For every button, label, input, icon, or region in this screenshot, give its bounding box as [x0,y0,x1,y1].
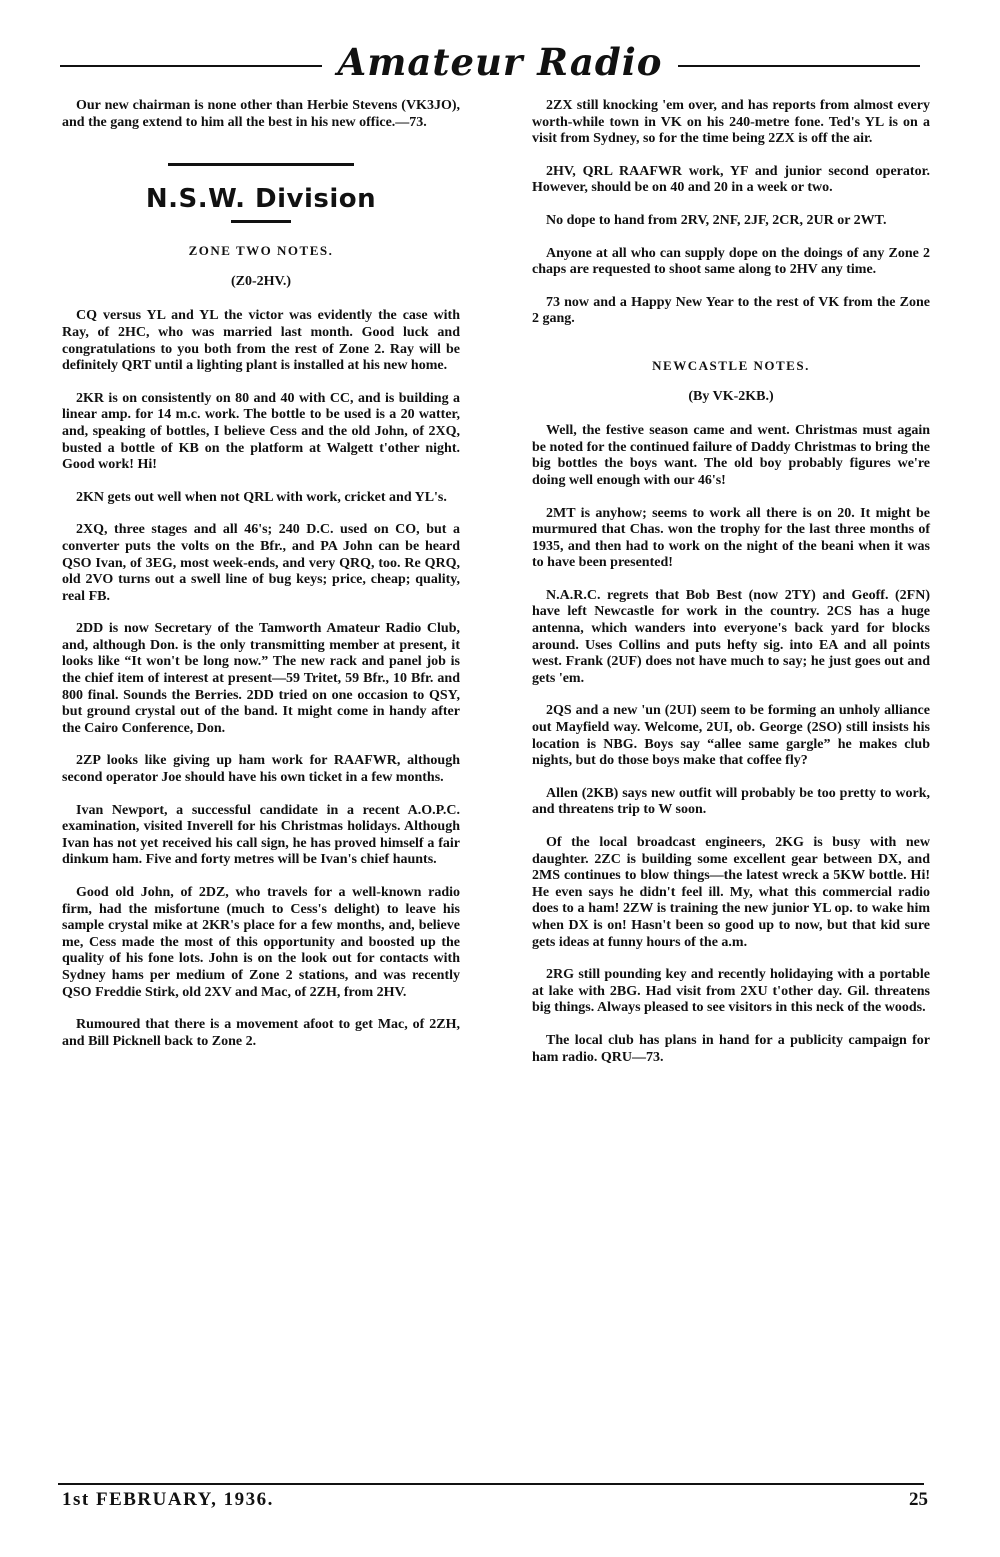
left-column [62,98,460,1050]
article-paragraph: 2MT is anyhow; seems to work all there is on 20. It might be murmured that Chas. won the trophy for the last three months of 1935, and then had to work on the night of the beani when it was to have been presented! [532,505,930,571]
article-paragraph: 2HV, QRL RAAFWR work, YF and junior second operator. However, should be on 40 and 20 in a week or two. [532,163,930,196]
article-paragraph: 2KN gets out well when not QRL with work, cricket and YL's. [76,489,447,505]
masthead-rule-right [670,65,920,67]
newcastle-heading: NEWCASTLE NOTES. [652,357,810,373]
page-number: 25 [909,1489,928,1510]
article-paragraph: 2ZX still knocking 'em over, and has reports from almost every worth-while town in VK on his 240-metre fone. Ted's YL is on a visit from Sydney, so for the time being 2ZX is off the air. [532,98,930,147]
publication-title: Amateur Radio [322,40,678,84]
masthead [60,38,920,88]
article-paragraph: Rumoured that there is a movement afoot to get Mac, of 2ZH, and Bill Picknell back to Zone 2. [62,1017,460,1049]
article-paragraph: 2XQ, three stages and all 46's; 240 D.C. used on CO, but a converter puts the volts on the Bfr., and PA John can be heard QSO Ivan, of 3EG, most week-ends, and very QRQ, too. Re QRQ, old 2VO turns out a swell line of bug keys; price, cheap; quality, real FB. [62,522,460,604]
zone-two-byline: (Z0-2HV.) [230,273,292,289]
article-paragraph: 73 now and a Happy New Year to the rest of VK from the Zone 2 gang. [532,294,930,327]
article-paragraph: N.A.R.C. regrets that Bob Best (now 2TY) and Geoff. (2FN) have left Newcastle for work in the country. 2CS has a huge antenna, which wanders into everyone's back yard for blocks around. Uses Collins and puts hefty sig. into EA and all points west. Frank (2UF) does not have much to say; he just goes out and gets 'em. [532,587,930,686]
article-paragraph: Of the local broadcast engineers, 2KG is busy with new daughter. 2ZC is building some excellent gear between DX, and 2MS continues to blow things—the latest wreck a 5KW bottle. Hi! He even says he didn't feel ill. My, what this commercial radio does to a ham! 2ZW is training the new junior YL op. to wake him when DX is on! Hasn't been so good up to now, but that kid sure gets ideas at funny hours of the a.m. [532,835,930,950]
article-paragraph: Anyone at all who can supply dope on the doings of any Zone 2 chaps are requested to shoot same along to 2HV any time. [532,245,930,278]
issue-date: 1st FEBRUARY, 1936. [62,1489,274,1510]
zone-two-heading: ZONE TWO NOTES. [188,243,334,259]
article-paragraph: CQ versus YL and YL the victor was evidently the case with Ray, of 2HC, who was married last month. Good luck and congratulations to you both from the rest of Zone 2. Ray will be definitely QRT until a lighting plant is installed at his new home. [62,308,460,374]
division-title: N.S.W. Division [145,184,377,215]
article-paragraph: 2DD is now Secretary of the Tamworth Amateur Radio Club, and, although Don. is the only transmitting member at present, it looks like “It won't be long now.” The new rack and panel job is the chief item of interest at present—59 Tritet, 59 Bfr., 10 Bfr. and 800 final. Sounds the Berries. 2DD tried on one occasion to QSY, but ground crystal out of the band. It might come in handy after the Cairo Conference, Don. [62,621,460,736]
article-paragraph: Ivan Newport, a successful candidate in a recent A.O.P.C. examination, visited Inverell for his Christmas holidays. Although Ivan has not yet received his call sign, he has proved himself a fair dinkum ham. Five and forty metres will be Ivan's chief haunts. [62,802,460,868]
article-paragraph: The local club has plans in hand for a publicity campaign for ham radio. QRU—73. [532,1032,930,1065]
article-paragraph: 2ZP looks like giving up ham work for RAAFWR, although second operator Joe should have his own ticket in a few months. [62,753,460,786]
newcastle-byline: (By VK-2KB.) [688,388,774,404]
title-underline [231,220,291,223]
article-paragraph: Allen (2KB) says new outfit will probably be too pretty to work, and threatens trip to W soon. [532,785,930,818]
footer-rule [58,1483,924,1485]
article-paragraph: Well, the festive season came and went. Christmas must again be noted for the continued failure of Daddy Christmas to bring the big bottles the boys want. The old boy probably figures we're doing well enough with our 46's! [532,423,930,488]
section-gap [532,328,930,358]
article-paragraph: No dope to hand from 2RV, 2NF, 2JF, 2CR, 2UR or 2WT. [546,212,887,228]
intro-paragraph: Our new chairman is none other than Herbie Stevens (VK3JO), and the gang extend to him all the best in his new office.—73. [62,98,460,130]
masthead-rule-left [60,65,328,67]
right-column [532,98,930,1066]
article-paragraph: Good old John, of 2DZ, who travels for a well-known radio firm, had the misfortune (much to Cess's delight) to leave his sample crystal mike at 2KR's place for a few months, and, believe me, Cess made the most of this opportunity and boosted up the quality of his fone lots. John is on the look out for contacts with Sydney hams per medium of Zone 2 stations, and was recently QSO Freddie Stirk, old 2XV and Mac, of 2ZH, from 2HV. [62,885,460,1000]
section-divider [168,163,354,166]
article-paragraph: 2RG still pounding key and recently holidaying with a portable at lake with 2BG. Had visit from 2XU t'other day. Gil. threatens big things. Always pleased to see visitors in this neck of the woods. [532,967,930,1016]
article-paragraph: 2QS and a new 'un (2UI) seem to be forming an unholy alliance out Mayfield way. Welcome, 2UI, ob. George (2SO) still insists his location is NBG. Boys say “allee same gargle” he makes club nights, but do those boys make that coffee fly? [532,703,930,769]
article-paragraph: 2KR is on consistently on 80 and 40 with CC, and is building a linear amp. for 14 m.c. work. The bottle to be used is a 20 watter, and, speaking of bottles, I believe Cess and the old John, of 2XQ, busted a bottle of KB on the platform at Walgett t'other night. Good work! Hi! [62,390,460,473]
